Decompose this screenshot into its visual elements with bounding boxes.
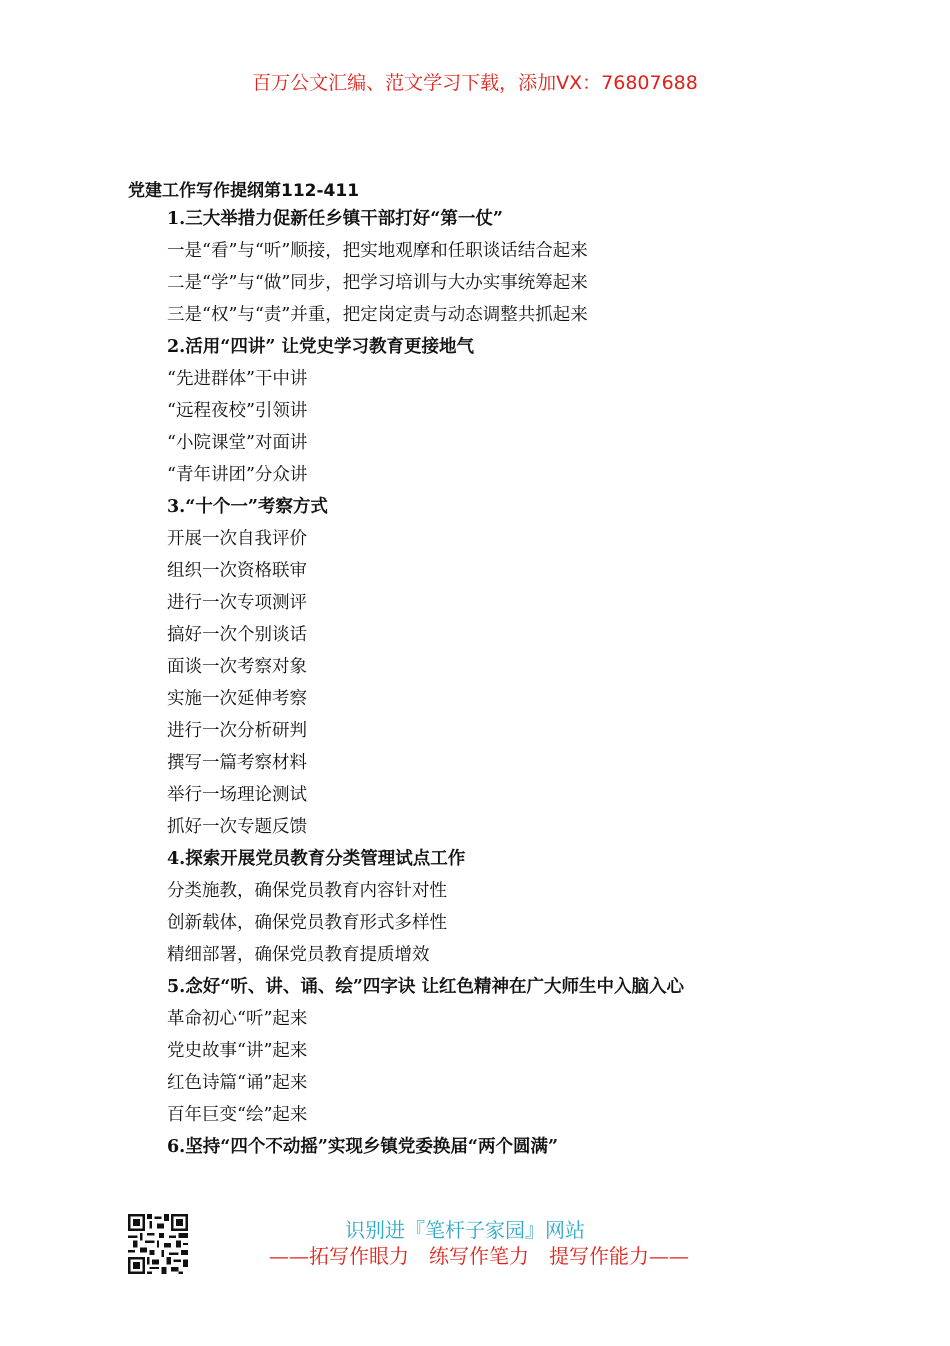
outline-item: 党史故事“讲”起来 — [167, 1041, 308, 1061]
outline-item: 进行一次分析研判 — [167, 721, 307, 741]
outline-item: 搞好一次个别谈话 — [167, 625, 307, 645]
outline-item: 抓好一次专题反馈 — [167, 817, 307, 837]
section-heading: 4.探索开展党员教育分类管理试点工作 — [167, 849, 466, 869]
document-body — [167, 203, 887, 1163]
outline-item: “远程夜校”引领讲 — [167, 401, 308, 421]
footer-site-line: 识别进『笔杆子家园』网站 — [345, 1218, 585, 1242]
section-heading: 6.坚持“四个不动摇”实现乡镇党委换届“两个圆满” — [167, 1137, 559, 1157]
outline-item: 开展一次自我评价 — [167, 529, 307, 549]
section-heading: 5.念好“听、讲、诵、绘”四字诀 让红色精神在广大师生中入脑入心 — [167, 977, 684, 997]
outline-item: 面谈一次考察对象 — [167, 657, 307, 677]
outline-item: 撰写一篇考察材料 — [167, 753, 307, 773]
outline-item: “先进群体”干中讲 — [167, 369, 308, 389]
outline-item: 进行一次专项测评 — [167, 593, 307, 613]
outline-item: 实施一次延伸考察 — [167, 689, 307, 709]
outline-item: 一是“看”与“听”顺接，把实地观摩和任职谈话结合起来 — [167, 241, 588, 261]
footer-slogan-line: ——拓写作眼力 练写作笔力 提写作能力—— — [269, 1244, 689, 1268]
page-header: 百万公文汇编、范文学习下载，添加VX：76807688 — [252, 72, 698, 94]
outline-item: 革命初心“听”起来 — [167, 1009, 308, 1029]
outline-item: 组织一次资格联审 — [167, 561, 307, 581]
outline-item: 红色诗篇“诵”起来 — [167, 1073, 308, 1093]
section-heading: 1.三大举措力促新任乡镇干部打好“第一仗” — [167, 209, 503, 229]
outline-item: 创新载体，确保党员教育形式多样性 — [167, 913, 447, 933]
outline-item: 分类施教，确保党员教育内容针对性 — [167, 881, 447, 901]
outline-item: “小院课堂”对面讲 — [167, 433, 308, 453]
outline-item: 二是“学”与“做”同步，把学习培训与大办实事统筹起来 — [167, 273, 588, 293]
outline-item: 举行一场理论测试 — [167, 785, 307, 805]
section-heading: 3.“十个一”考察方式 — [167, 497, 328, 517]
outline-item: 精细部署，确保党员教育提质增效 — [167, 945, 430, 965]
section-heading: 2.活用“四讲” 让党史学习教育更接地气 — [167, 337, 474, 357]
outline-item: 三是“权”与“责”并重，把定岗定责与动态调整共抓起来 — [167, 305, 588, 325]
outline-item: “青年讲团”分众讲 — [167, 465, 308, 485]
document-title: 党建工作写作提纲第112-411 — [128, 181, 360, 201]
outline-item: 百年巨变“绘”起来 — [167, 1105, 308, 1125]
